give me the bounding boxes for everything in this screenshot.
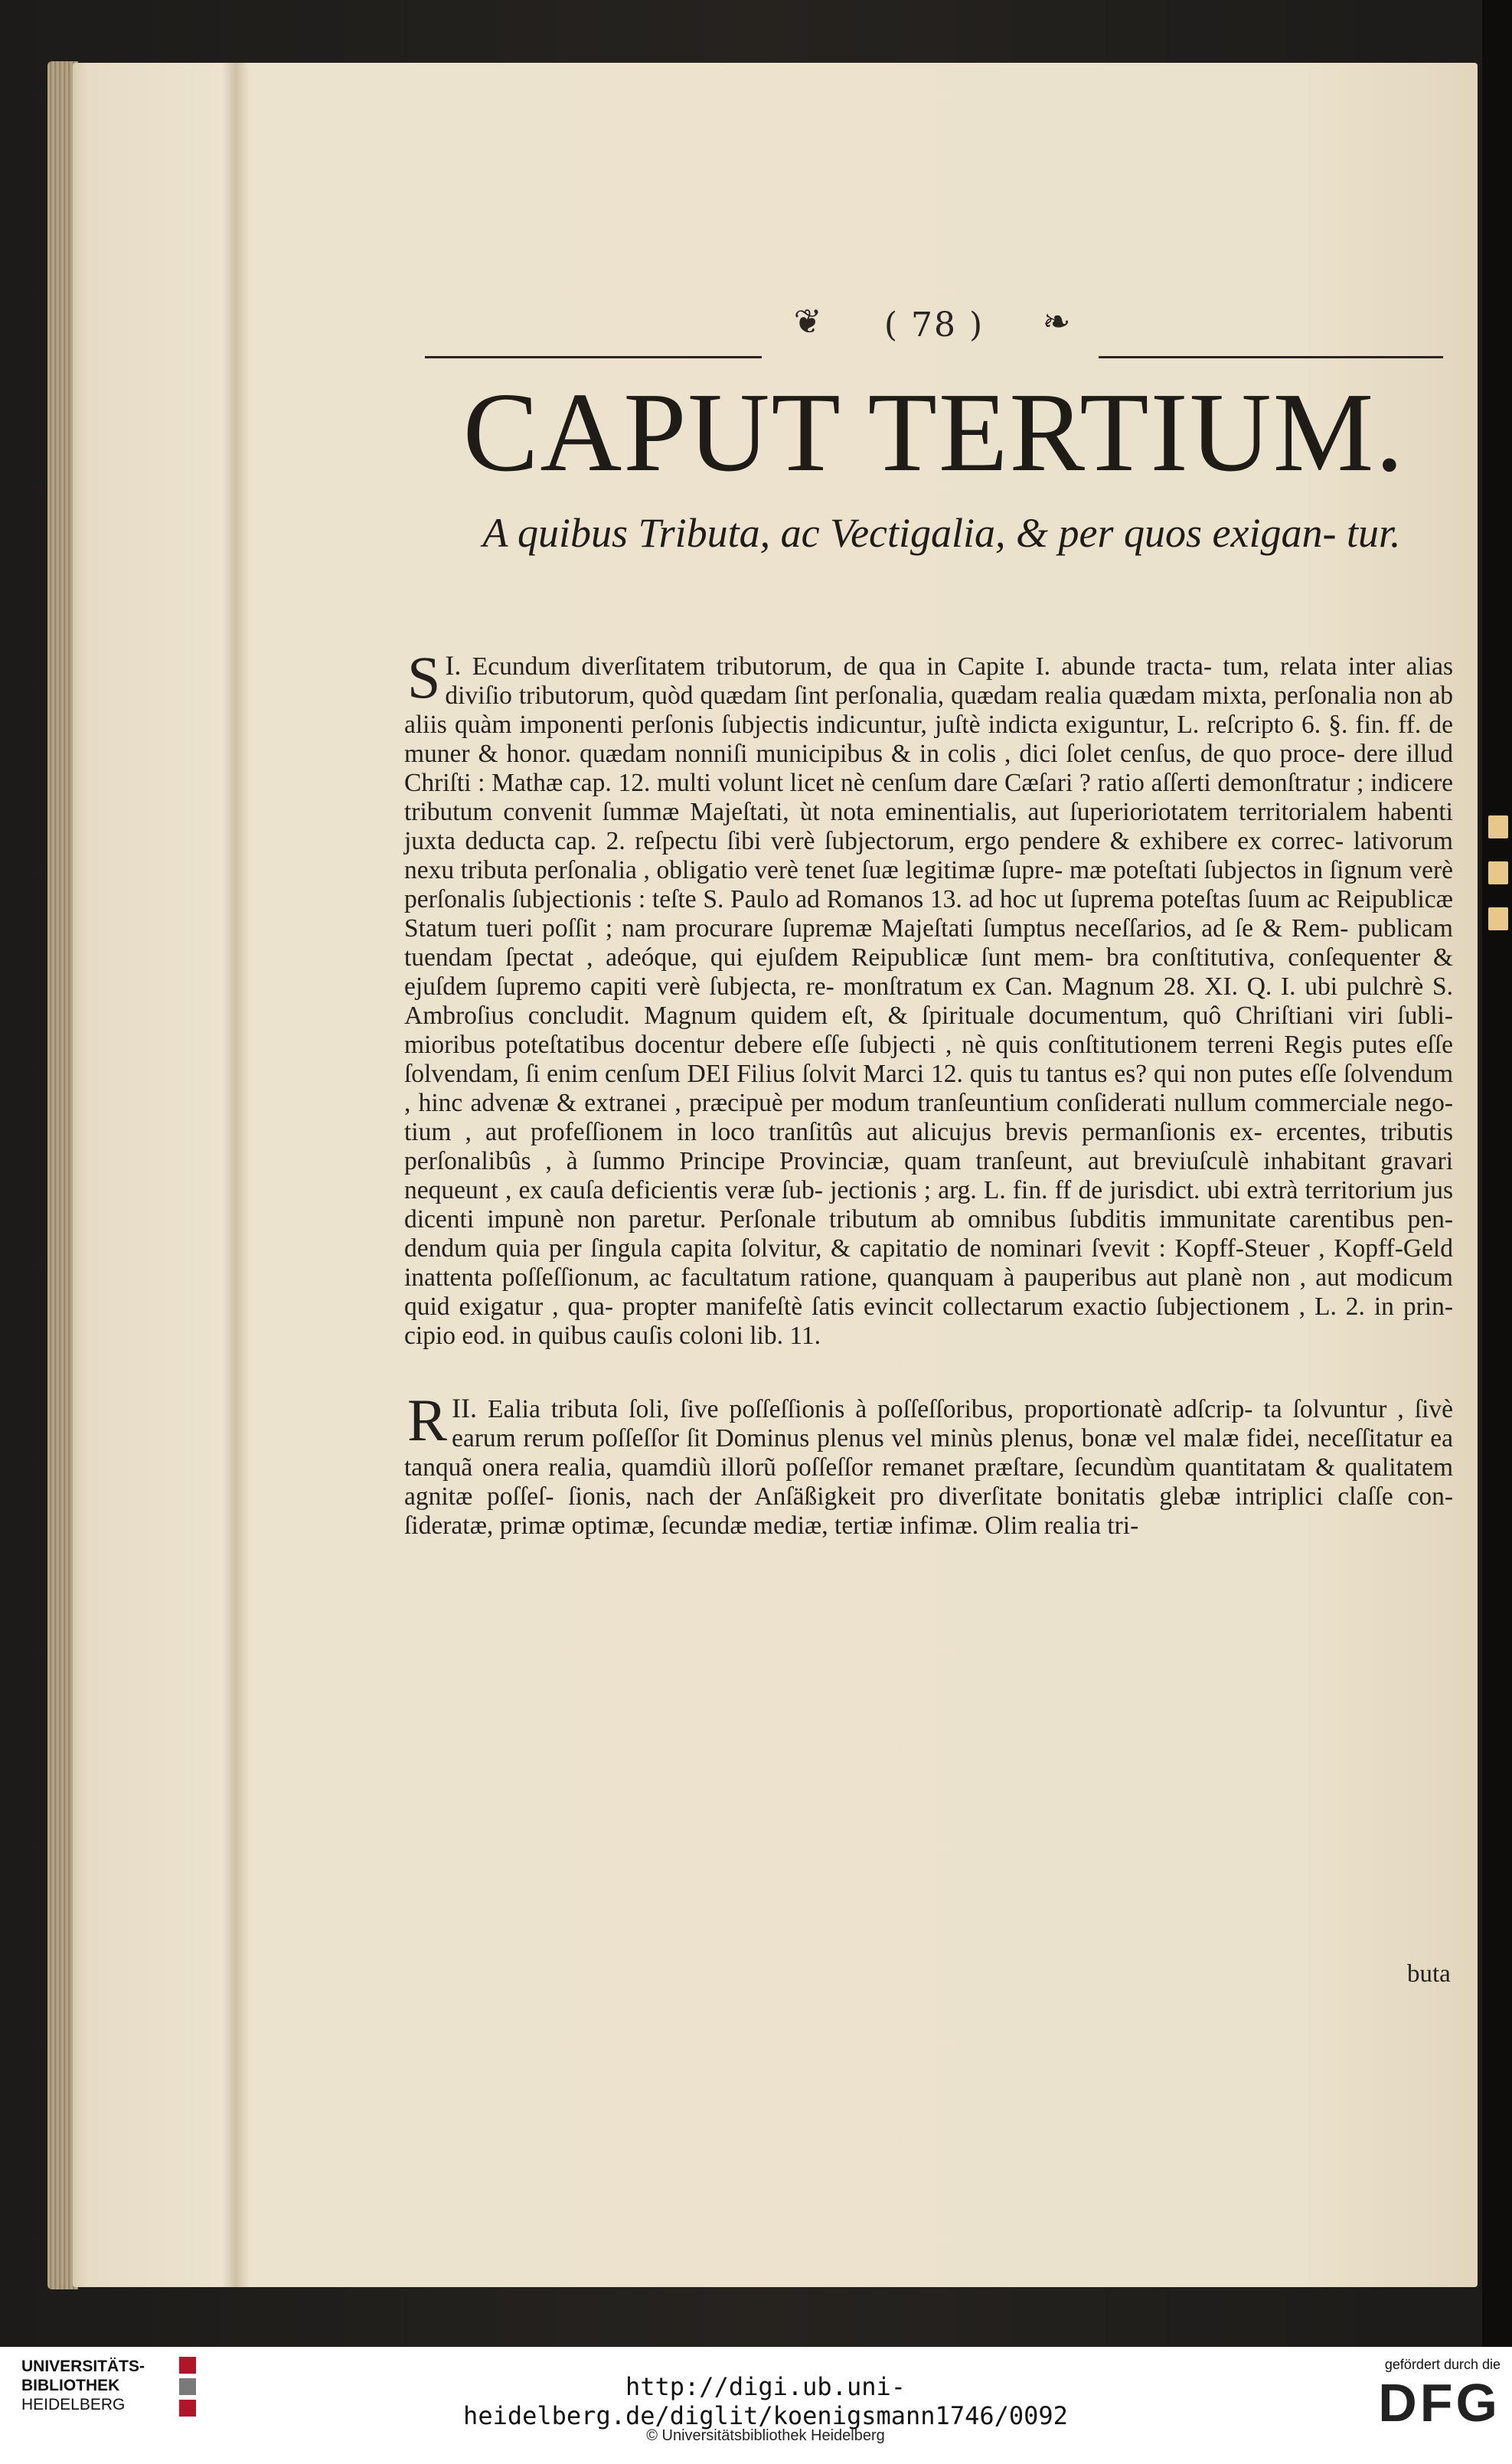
logo-square-icon <box>179 2400 196 2417</box>
paragraph-2 <box>404 1387 1454 1541</box>
scan-edge-bar <box>1482 0 1512 2347</box>
funder-note: gefördert durch die <box>1384 2357 1501 2372</box>
color-marker <box>1488 907 1508 930</box>
body-text <box>404 644 1454 1541</box>
color-marker <box>1488 815 1508 838</box>
paragraph-text: Ealia tributa ſoli, ſive poſſeſſionis à poſſeſſoribus, proportionatè adſcrip- ta ſolvuntur , ſivè earum rerum poſſeſſor ſit Dominus plenus vel minùs plenus, bonæ vel malæ fidei, neceſſitatur ea tanquã onera realia, quamdiù illorũ poſſeſſor remanet præſtare, ſecundùm quantitatam & qualitatem agnitæ poſſeſ- ſionis, nach der Anſäßigkeit pro diverſitate bonitatis glebæ intriplici claſſe con- ſideratæ, primæ optimæ, ſecundæ mediæ, tertiæ infimæ. Olim realia tri- <box>404 1395 1454 1540</box>
dfg-logo <box>1324 2357 1501 2449</box>
logo-square-icon <box>179 2378 196 2395</box>
library-line-1: UNIVERSITÄTS- <box>21 2358 145 2375</box>
header-rule-right <box>1099 356 1443 358</box>
catchword: buta <box>1407 1960 1451 1988</box>
page-number: ( 78 ) <box>883 306 985 345</box>
funder-logo: DFG <box>1378 2373 1501 2433</box>
paragraph-1 <box>404 644 1453 1351</box>
drop-initial: S <box>407 644 441 711</box>
page-header <box>425 302 1443 348</box>
chapter-title: CAPUT TERTIUM. <box>462 370 1406 495</box>
paragraph-text: Ecundum diverſitatem tributorum, de qua in Capite I. abunde tracta- tum, relata inter alias diviſio tributorum, quòd quædam ſint perſonalia, quædam realia quædam mixta, perſonalia non ab aliis quàm imponenti perſonis ſubjectis indicuntur, juſtè indicta exiguntur, L. reſcripto 6. §. fin. ff. de muner & honor. quædam nonniſi municipibus & in colis , dici ſolet cenſus, de quo proce- dere illud Chriſti : Mathæ cap. 12. multi volunt licet nè cenſum dare Cæſari ? ratio aſſerti demonſtratur ; indicere tributum convenit ſummæ Majeſtati, ùt nota eminentialis, aut ſuperioriotatem territorialem habenti juxta deducta cap. 2. reſpectu ſibi verè ſubjectorum, ergo pendere & exhibere ex correc- lativorum nexu tributa perſonalia , obligatio verè tenet ſuæ legitimæ ſupre- mæ poteſtati ſubjectos in ſignum verè perſonalis ſubjectionis : teſte S. Paulo ad Romanos 13. ad hoc ut ſuprema poteſtas ſuum ac Reipublicæ Statum tueri poſſit ; nam procurare ſupremæ Majeſtati ſumptus neceſſarios, ad ſe & Rem- publicam tuendam ſpectat , adeóque, qui ejuſdem Reipublicæ ſunt mem- bra conſtitutiva, conſequenter & ejuſdem ſupremo capiti verè ſubjecta, re- monſtratum ex Can. Magnum 28. XI. Q. I. ubi pulchrè S. Ambroſius concludit. Magnum quidem eſt, & ſpirituale documentum, quô Chriſtiani viri ſubli- mioribus poteſtatibus docentur debere eſſe ſubjecti , nè quis conſtitutionem terreni Regis putes eſſe ſolvendam, ſi enim cenſum DEI Filius ſolvit Marci 12. quis tu tantus es? qui non putes eſſe ſolvendum , hinc advenæ & extranei , præcipuè per modum tranſeuntium conſiderati nullum commerciale nego- tium , aut profeſſionem in loco tranſitûs aut alicujus brevis permanſionis ex- ercentes, tributis perſonalibûs , à ſummo Principe Provinciæ, quam tranſeunt, aut breviuſculè inhabitant gravari nequeunt , ex cauſa deficientis veræ ſub- jectionis ; arg. L. fin. ff de jurisdict. ubi extrà territorium jus dicenti impunè non paretur. Perſonale tributum ab omnibus ſubditis immunitate carentibus pen- dendum quia per ſingula capita ſolvitur, & capitatio de nominari ſvevit : Kopff-Steuer , Kopff-Geld inattenta poſſeſſionum, ac facultatum ratione, quanquam à pauperibus aut planè non , aut modicum quid exigatur , qua- propter manifeſtè ſatis evincit collectarum exactio ſubjectionem , L. 2. in prin- cipio eod. in quibus cauſis coloni lib. 11. <box>404 652 1453 1350</box>
university-library-logo <box>21 2357 205 2445</box>
permalink-url[interactable]: http://digi.ub.uni-heidelberg.de/diglit/koenigsmann1746/0092 <box>463 2372 1068 2430</box>
paragraph-number: I. <box>445 650 462 681</box>
copyright-notice: © Universitätsbibliothek Heidelberg <box>646 2427 885 2444</box>
ornament-right-icon: ❧ <box>1042 302 1071 341</box>
color-marker <box>1488 861 1508 884</box>
library-line-3: HEIDELBERG <box>21 2396 126 2413</box>
page-gutter-shadow <box>222 63 250 2287</box>
header-rule-left <box>425 356 762 358</box>
logo-square-icon <box>179 2357 196 2374</box>
library-line-2: BIBLIOTHEK <box>21 2377 120 2394</box>
drop-initial: R <box>407 1387 448 1453</box>
ornament-left-icon: ❦ <box>793 302 822 341</box>
paragraph-number: II. <box>452 1393 478 1423</box>
chapter-subtitle: A quibus Tributa, ac Vectigalia, & per quos exigan- tur. <box>482 510 1401 556</box>
